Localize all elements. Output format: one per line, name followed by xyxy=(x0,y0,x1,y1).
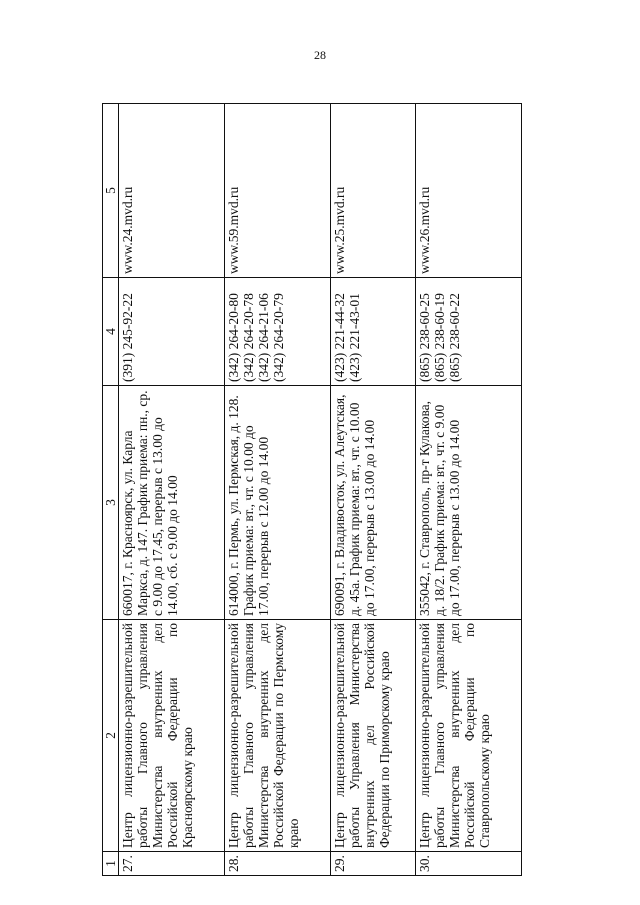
phone-numbers xyxy=(119,278,225,386)
row-number: 28. xyxy=(224,852,330,876)
rotated-table-container xyxy=(102,104,522,876)
website: www.25.mvd.ru xyxy=(330,104,415,278)
phone-number: (342) 264-20-78 xyxy=(240,293,256,382)
phone-number: (342) 264-21-06 xyxy=(255,293,271,382)
page-number: 28 xyxy=(314,48,326,62)
website: www.59.mvd.ru xyxy=(224,104,330,278)
row-number: 29. xyxy=(330,852,415,876)
phone-number: (865) 238-60-19 xyxy=(432,293,448,382)
table-row xyxy=(119,104,225,876)
website: www.24.mvd.ru xyxy=(119,104,225,278)
phone-number: (391) 245-92-22 xyxy=(120,293,135,382)
website: www.26.mvd.ru xyxy=(416,104,522,278)
phone-number: (865) 238-60-22 xyxy=(447,293,463,382)
phone-number: (423) 221-44-32 xyxy=(331,293,347,382)
row-number: 27. xyxy=(119,852,225,876)
address-schedule: 690091, г. Владивосток, ул. Алеутская, д. 45а. График приема: вт., чт. с 10.00 до 17.00, перерыв с 13.00 до 14.00 xyxy=(330,386,415,620)
organization-name: Центр лицензионно-разрешительной работы Главного управления Министерства внутренних дел Российской Федерации по Красноярскому краю xyxy=(119,620,225,852)
table-row xyxy=(224,104,330,876)
phone-number: (865) 238-60-25 xyxy=(417,293,433,382)
phone-numbers xyxy=(416,278,522,386)
table-header-row xyxy=(103,104,119,876)
column-header-1: 1 xyxy=(103,852,119,876)
address-schedule: 614000, г. Пермь, ул. Пермская, д. 128. График приема: вт., чт. с 10.00 до 17.00, перерыв с 12.00 до 14.00 xyxy=(224,386,330,620)
phone-number: (423) 221-43-01 xyxy=(346,293,362,382)
table-row xyxy=(330,104,415,876)
table-row xyxy=(416,104,522,876)
address-schedule: 660017, г. Красноярск, ул. Карла Маркса, д. 147. График приема: пн., ср. с 9.00 до 17.45, перерыв с 13.00 до 14.00, сб. с 9.00 до 14.00 xyxy=(119,386,225,620)
column-header-4: 4 xyxy=(103,278,119,386)
phone-numbers xyxy=(330,278,415,386)
phone-numbers xyxy=(224,278,330,386)
phone-number: (342) 264-20-79 xyxy=(270,293,286,382)
organization-name: Центр лицензионно-разрешительной работы Главного управления Министерства внутренних дел Российской Федерации по Ставропольскому краю xyxy=(416,620,522,852)
organization-name: Центр лицензионно-разрешительной работы Управления Министерства внутренних дел Российской Федерации по Приморскому краю xyxy=(330,620,415,852)
column-header-2: 2 xyxy=(103,620,119,852)
row-number: 30. xyxy=(416,852,522,876)
rotated-table-area xyxy=(102,104,522,876)
organization-name: Центр лицензионно-разрешительной работы Главного управления Министерства внутренних дел Российской Федерации по Пермскому краю xyxy=(224,620,330,852)
column-header-3: 3 xyxy=(103,386,119,620)
phone-number: (342) 264-20-80 xyxy=(225,293,241,382)
address-schedule: 355042, г. Ставрополь, пр-т Кулакова, д. 18/2. График приема: вт., чт. с 9.00 до 17.00, перерыв с 13.00 до 14.00 xyxy=(416,386,522,620)
column-header-5: 5 xyxy=(103,104,119,278)
licensing-centers-table xyxy=(102,103,522,876)
